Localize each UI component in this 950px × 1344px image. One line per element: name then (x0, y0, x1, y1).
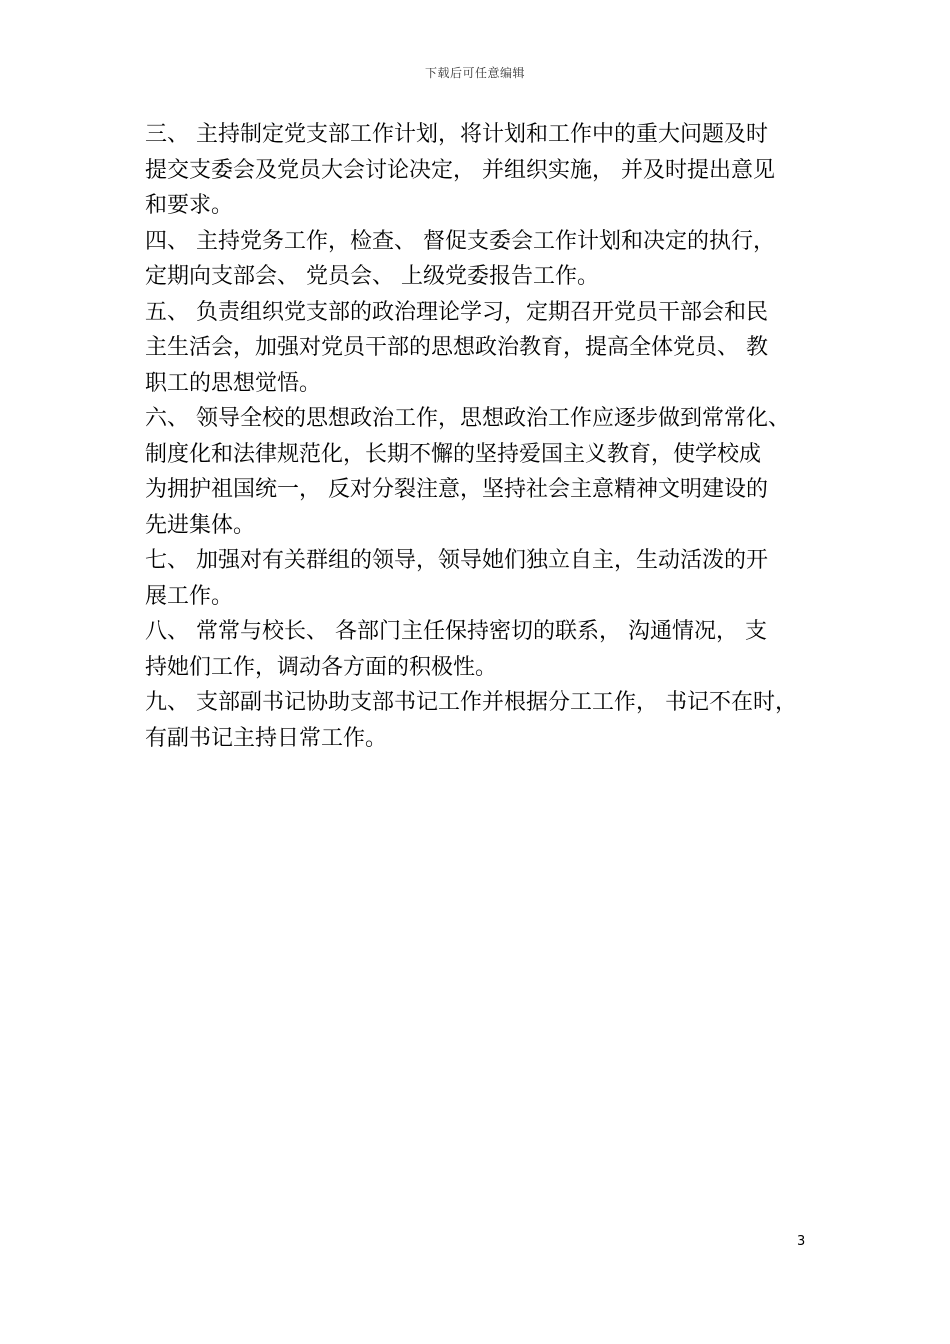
text-line: 为拥护祖国统一， 反对分裂注意，坚持社会主意精神文明建设的 (145, 477, 768, 502)
text-line: 四、 主持党务工作，检查、 督促支委会工作计划和决定的执行， (145, 228, 775, 254)
text-line: 制度化和法律规范化，长期不懈的坚持爱国主义教育，使学校成 (145, 441, 762, 467)
text-line: 职工的思想觉悟。 (145, 370, 322, 396)
text-line: 九、 支部副书记协助支部书记工作并根据分工工作， 书记不在时， (145, 690, 797, 715)
text-line: 三、 主持制定党支部工作计划，将计划和工作中的重大问题及时 (145, 122, 768, 147)
text-line: 有副书记主持日常工作。 (145, 725, 388, 751)
text-line: 持她们工作，调动各方面的积极性。 (145, 654, 498, 680)
text-line: 主生活会，加强对党员干部的思想政治教育，提高全体党员、 教 (145, 335, 768, 360)
text-line: 八、 常常与校长、 各部门主任保持密切的联系， 沟通情况， 支 (145, 619, 767, 644)
text-line: 六、 领导全校的思想政治工作，思想政治工作应逐步做到常常化、 (145, 406, 790, 431)
text-line: 七、 加强对有关群组的领导，领导她们独立自主，生动活泼的开 (145, 548, 768, 573)
text-line: 定期向支部会、 党员会、 上级党委报告工作。 (145, 264, 599, 289)
page-header-note: 下载后可任意编辑 (424, 66, 525, 80)
text-line: 提交支委会及党员大会讨论决定， 并组织实施， 并及时提出意见 (145, 157, 775, 183)
text-line: 展工作。 (145, 583, 234, 609)
text-line: 先进集体。 (145, 512, 256, 538)
text-line: 和要求。 (145, 193, 234, 218)
text-line: 五、 负责组织党支部的政治理论学习，定期召开党员干部会和民 (145, 299, 768, 325)
document-body (145, 117, 835, 756)
page-number: 3 (797, 1234, 806, 1249)
